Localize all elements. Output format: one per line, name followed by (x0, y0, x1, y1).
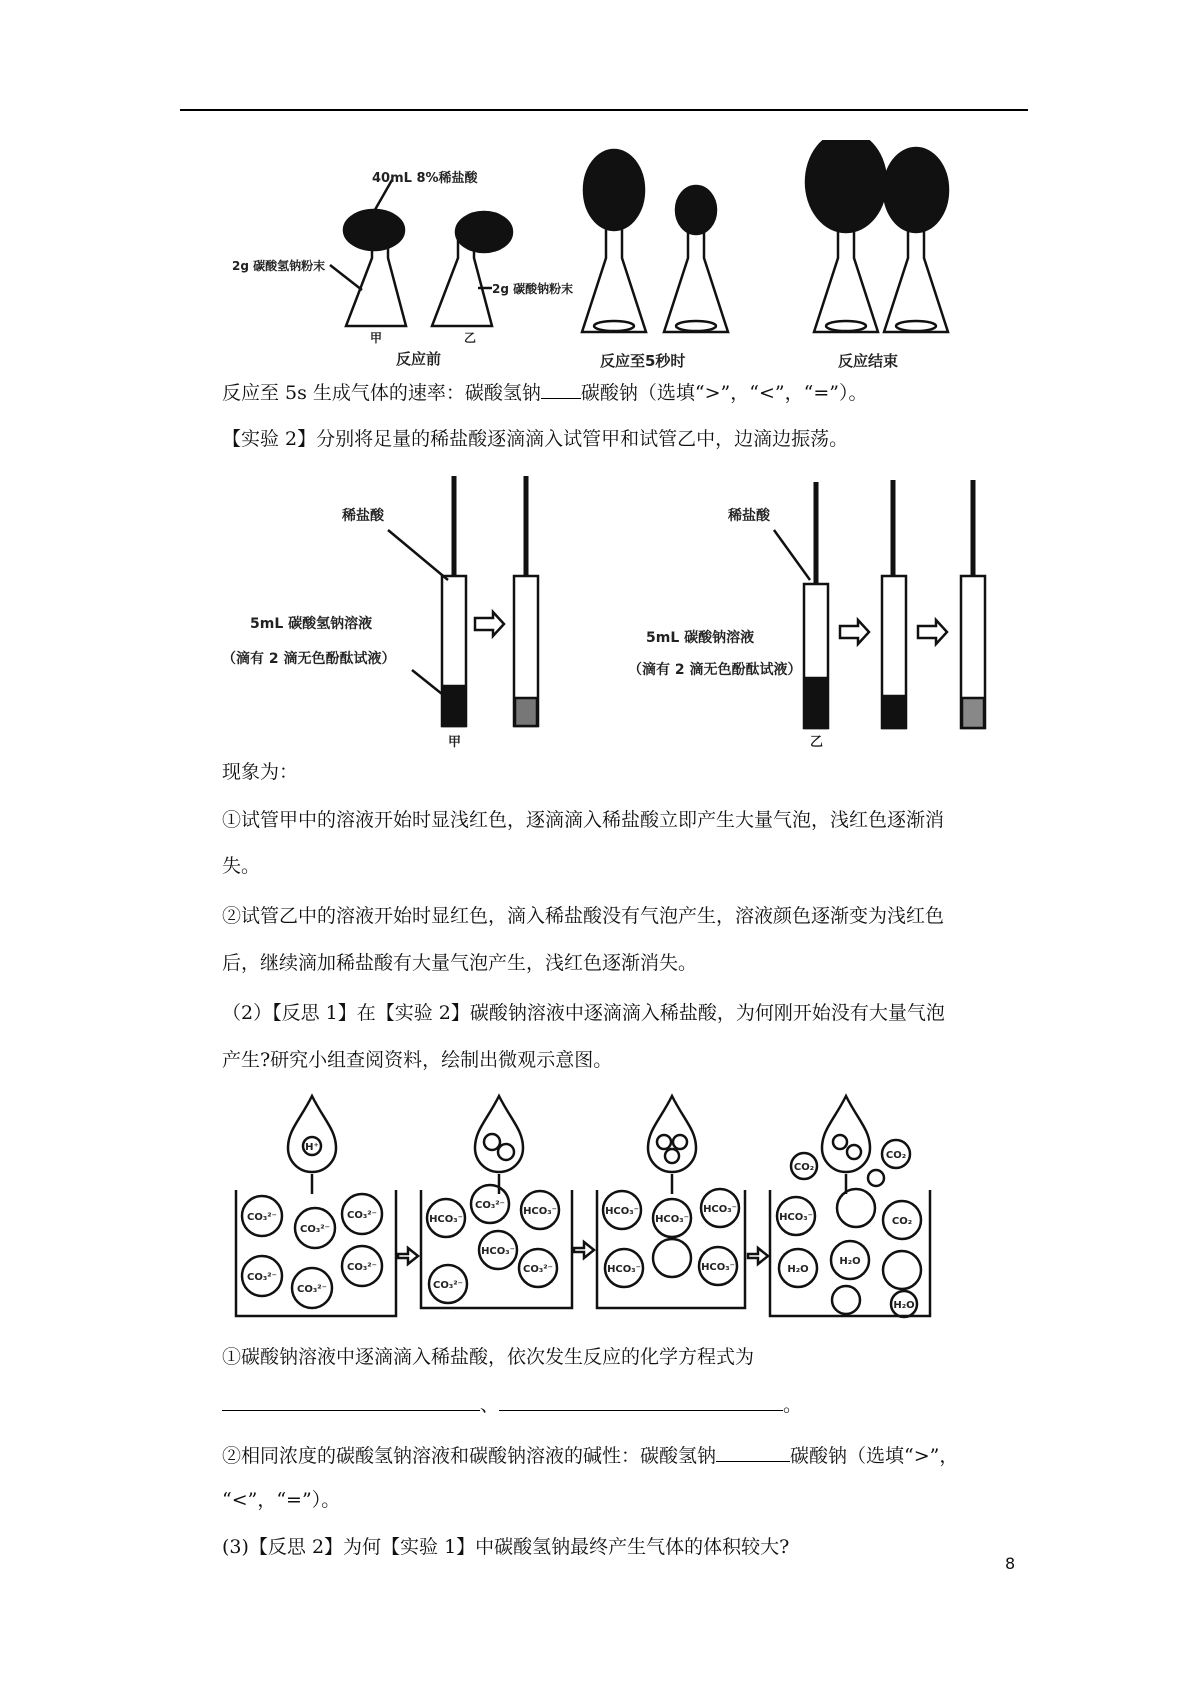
balloon-yi-end (884, 148, 948, 232)
label-right-2: （滴有 2 滴无色酚酞试液） (628, 662, 802, 678)
alkalinity-text-b: 碳酸钠（选填“>”， (790, 1445, 959, 1467)
label-dilute-hcl-right: 稀盐酸 (728, 508, 770, 524)
alkalinity-options: “<”，“=”）。 (222, 1489, 341, 1511)
balloon-yi-5s (676, 186, 716, 234)
ion-hco3-d: HCO₃⁻ (605, 1206, 639, 1217)
label-left-2: （滴有 2 滴无色酚酞试液） (222, 651, 396, 667)
h2o-c: H₂O (893, 1300, 915, 1311)
ion-hco3-e: HCO₃⁻ (655, 1214, 689, 1225)
label-dilute-hcl-left: 稀盐酸 (342, 508, 384, 524)
ion-co3-h: CO₃²⁻ (433, 1280, 463, 1291)
ion-co3-b: CO₃²⁻ (300, 1224, 330, 1235)
rate-text-b: 碳酸钠（选填“>”，“<”，“=”）。 (580, 382, 868, 404)
label-tube-yi: 乙 (810, 735, 824, 748)
alkalinity-text-a: ②相同浓度的碳酸氢钠溶液和碳酸钠溶液的碱性：碳酸氢钠 (222, 1445, 717, 1467)
phenomenon-title: 现象为： (222, 761, 299, 783)
ion-co3-a: CO₃²⁻ (247, 1212, 277, 1223)
equation-blanks (222, 1390, 802, 1419)
drop-4 (822, 1096, 870, 1172)
drop-1 (288, 1096, 336, 1172)
ion-co3-i: CO₃²⁻ (523, 1264, 553, 1275)
label-acid: 40mL 8%稀盐酸 (372, 171, 478, 186)
stage-5s: 反应至5秒时 (600, 352, 686, 370)
phenomenon-2-line-2: 后，继续滴加稀盐酸有大量气泡产生，浅红色逐渐消失。 (222, 952, 698, 974)
equation-intro: ①碳酸钠溶液中逐滴滴入稀盐酸，依次发生反应的化学方程式为 (222, 1346, 755, 1368)
tube-jia-liquid (443, 686, 465, 726)
ion-hco3-h: HCO₃⁻ (701, 1262, 735, 1273)
drop-3 (648, 1096, 696, 1172)
balloon-yi-before (456, 212, 512, 252)
label-right-1: 5mL 碳酸钠溶液 (646, 630, 755, 646)
balloon-jia-before (344, 210, 404, 250)
equation-end: 。 (783, 1394, 803, 1416)
co2-b: CO₂ (885, 1150, 907, 1161)
label-left-1: 5mL 碳酸氢钠溶液 (250, 616, 373, 632)
label-yi: 乙 (464, 331, 477, 345)
experiment-2-text: 【实验 2】分别将足量的稀盐酸逐滴滴入试管甲和试管乙中，边滴边振荡。 (222, 428, 849, 450)
phenomenon-1-line-2: 失。 (222, 855, 261, 877)
ion-hco3-c: HCO₃⁻ (481, 1246, 515, 1257)
figure-experiment-2 (0, 468, 1200, 748)
ion-co3-g: CO₃²⁻ (475, 1200, 505, 1211)
tube-yi-liquid (805, 678, 827, 728)
question-2-line-1: （2）【反思 1】在【实验 2】碳酸钠溶液中逐滴滴入稀盐酸，为何刚开始没有大量气泡 (222, 1002, 945, 1024)
figure-microscopic (0, 1090, 1200, 1330)
equation-separator: 、 (480, 1394, 500, 1416)
balloon-jia-5s (584, 150, 644, 230)
ion-co3-c: CO₃²⁻ (347, 1210, 377, 1221)
label-tube-jia: 甲 (448, 735, 462, 748)
question-2-line-2: 产生?研究小组查阅资料，绘制出微观示意图。 (222, 1049, 613, 1071)
phenomenon-1-line-1: ①试管甲中的溶液开始时显浅红色，逐滴滴入稀盐酸立即产生大量气泡，浅红色逐渐消 (222, 809, 945, 831)
stage-end: 反应结束 (838, 352, 899, 370)
co2-c: CO₂ (891, 1216, 913, 1227)
label-bicarb: 2g 碳酸氢钠粉末 (232, 259, 326, 273)
drop-2 (475, 1096, 523, 1172)
page-number: 8 (1005, 1554, 1016, 1573)
h2o-b: H₂O (787, 1264, 809, 1275)
answer-blank-equation-1[interactable] (222, 1390, 480, 1411)
balloon-jia-end (806, 140, 886, 232)
answer-blank-equation-2[interactable] (499, 1390, 783, 1411)
alkalinity-question (222, 1441, 958, 1470)
ion-co3-e: CO₃²⁻ (297, 1284, 327, 1295)
ion-hco3-f: HCO₃⁻ (703, 1204, 737, 1215)
answer-blank-alkalinity[interactable] (716, 1441, 790, 1462)
ion-h-1: H⁺ (305, 1142, 319, 1153)
ion-hco3-b: HCO₃⁻ (523, 1206, 557, 1217)
beaker-4 (770, 1190, 930, 1316)
ion-hco3-g: HCO₃⁻ (607, 1264, 641, 1275)
rate-question (222, 378, 867, 407)
stage-before: 反应前 (396, 350, 442, 368)
label-jia: 甲 (370, 331, 383, 345)
phenomenon-2-line-1: ②试管乙中的溶液开始时显红色，滴入稀盐酸没有气泡产生，溶液颜色逐渐变为浅红色 (222, 905, 945, 927)
ion-co3-d: CO₃²⁻ (247, 1272, 277, 1283)
answer-blank-rate[interactable] (541, 378, 581, 399)
ion-co3-f: CO₃²⁻ (347, 1262, 377, 1273)
h2o-a: H₂O (839, 1256, 861, 1267)
co2-a: CO₂ (793, 1162, 815, 1173)
rate-text-a: 反应至 5s 生成气体的速率：碳酸氢钠 (222, 382, 541, 404)
ion-hco3-i: HCO₃⁻ (779, 1212, 813, 1223)
ion-hco3-a: HCO₃⁻ (429, 1214, 463, 1225)
header-rule (180, 109, 1028, 111)
question-3: (3)【反思 2】为何【实验 1】中碳酸氢钠最终产生气体的体积较大? (222, 1536, 790, 1558)
label-carb: 2g 碳酸钠粉末 (492, 282, 574, 296)
figure-experiment-1 (0, 140, 1200, 370)
